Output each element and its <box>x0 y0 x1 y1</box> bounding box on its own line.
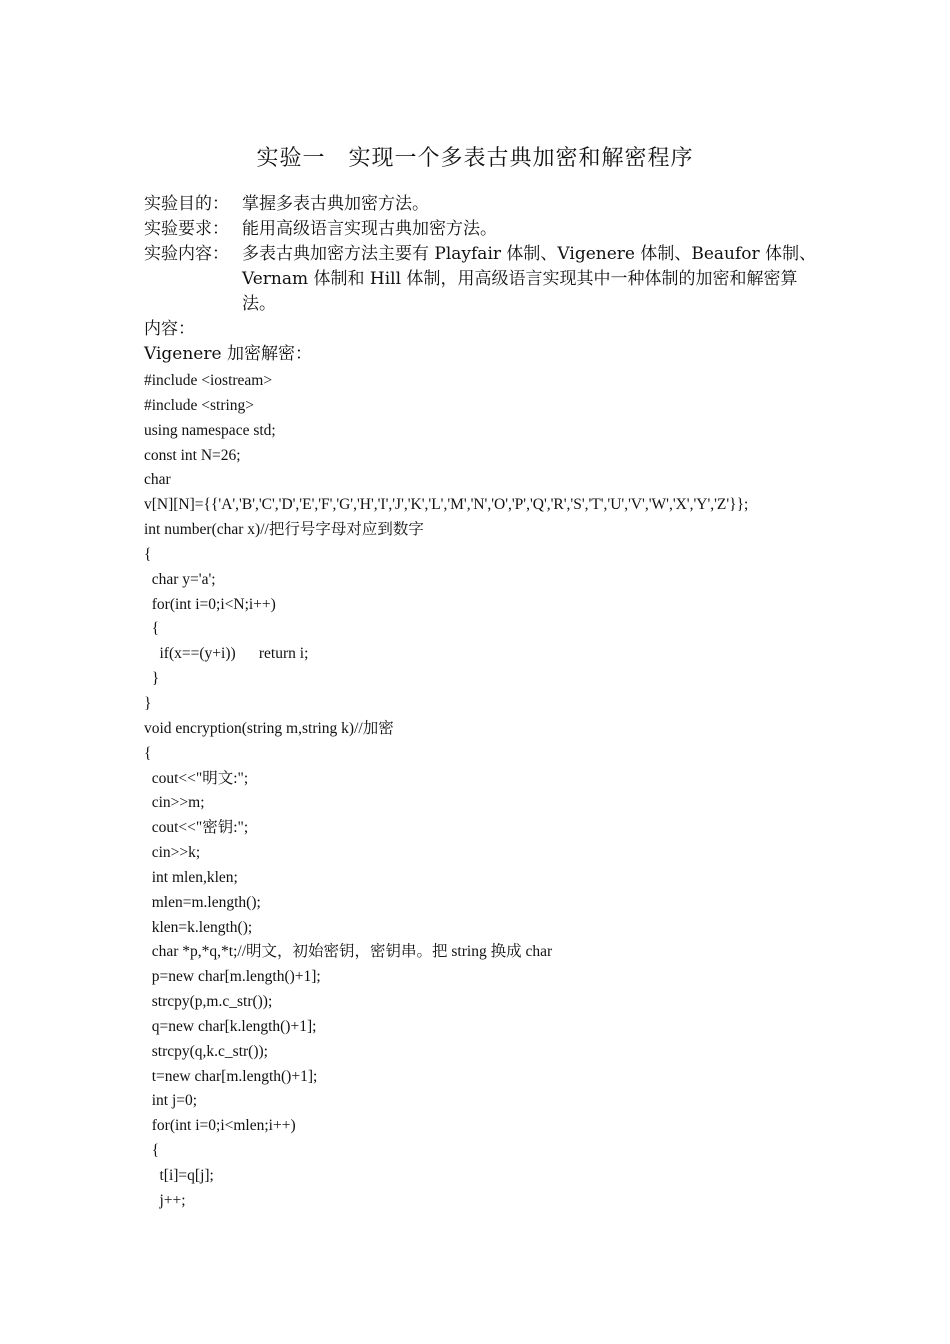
code-line: strcpy(p,m.c_str()); <box>144 993 273 1011</box>
meta-row-requirement <box>144 217 824 242</box>
code-line: t=new char[m.length()+1]; <box>144 1067 318 1085</box>
code-line: cout<<"密钥:"; <box>144 819 249 837</box>
code-line: char *p,*q,*t;//明文，初始密钥，密钥串。把 string 换成 char <box>144 943 553 961</box>
meta-text: 掌握多表古典加密方法。 <box>242 194 429 214</box>
code-line: cin>>k; <box>144 844 201 862</box>
meta-row-content <box>144 242 824 317</box>
meta-label: 实验内容： <box>144 244 229 264</box>
code-line: char y='a'; <box>144 570 216 588</box>
code-line: } <box>144 694 152 712</box>
code-line: p=new char[m.length()+1]; <box>144 968 321 986</box>
meta-label: 实验要求： <box>144 219 229 239</box>
code-line: { <box>144 1142 160 1160</box>
code-line: for(int i=0;i<N;i++) <box>144 595 276 613</box>
code-line: if(x==(y+i)) return i; <box>144 645 309 663</box>
code-line: int j=0; <box>144 1092 198 1110</box>
experiment-info <box>144 192 824 317</box>
page-title: 实验一 实现一个多表古典加密和解密程序 <box>256 146 694 171</box>
meta-label: 实验目的： <box>144 194 229 214</box>
code-listing <box>144 369 844 1214</box>
code-line: { <box>144 744 152 762</box>
code-line: { <box>144 620 160 638</box>
code-line: cout<<"明文:"; <box>144 769 249 787</box>
code-line: t[i]=q[j]; <box>144 1167 214 1184</box>
code-line: q=new char[k.length()+1]; <box>144 1017 317 1035</box>
code-line: v[N][N]={{'A','B','C','D','E','F','G','H','I','J','K','L','M','N','O','P','Q','R','S','T','U','V','W','X','Y','Z'}}; <box>144 496 749 514</box>
code-line: mlen=m.length(); <box>144 893 261 911</box>
code-line: klen=k.length(); <box>144 918 253 936</box>
section-title: Vigenere 加密解密： <box>144 344 312 364</box>
meta-text: 能用高级语言实现古典加密方法。 <box>242 219 497 239</box>
code-line: #include <iostream> <box>144 372 273 389</box>
meta-text: 多表古典加密方法主要有 Playfair 体制、Vigenere 体制、Beaufor 体制、Vernam 体制和 Hill 体制，用高级语言实现其中一种体制的加密和解密算法。 <box>242 244 817 314</box>
code-line: int number(char x)//把行号字母对应到数字 <box>144 521 424 539</box>
code-line: const int N=26; <box>144 446 241 464</box>
meta-row-purpose <box>144 192 824 217</box>
code-line: strcpy(q,k.c_str()); <box>144 1042 268 1060</box>
code-line: #include <string> <box>144 396 255 414</box>
code-line: cin>>m; <box>144 794 205 812</box>
code-line: using namespace std; <box>144 421 276 439</box>
code-line: } <box>144 670 160 688</box>
code-line: { <box>144 545 152 563</box>
content-label: 内容： <box>144 319 195 339</box>
code-line: for(int i=0;i<mlen;i++) <box>144 1117 296 1135</box>
code-line: void encryption(string m,string k)//加密 <box>144 719 394 737</box>
code-line: j++; <box>144 1191 186 1209</box>
code-line: int mlen,klen; <box>144 868 238 886</box>
code-line: char <box>144 471 171 489</box>
